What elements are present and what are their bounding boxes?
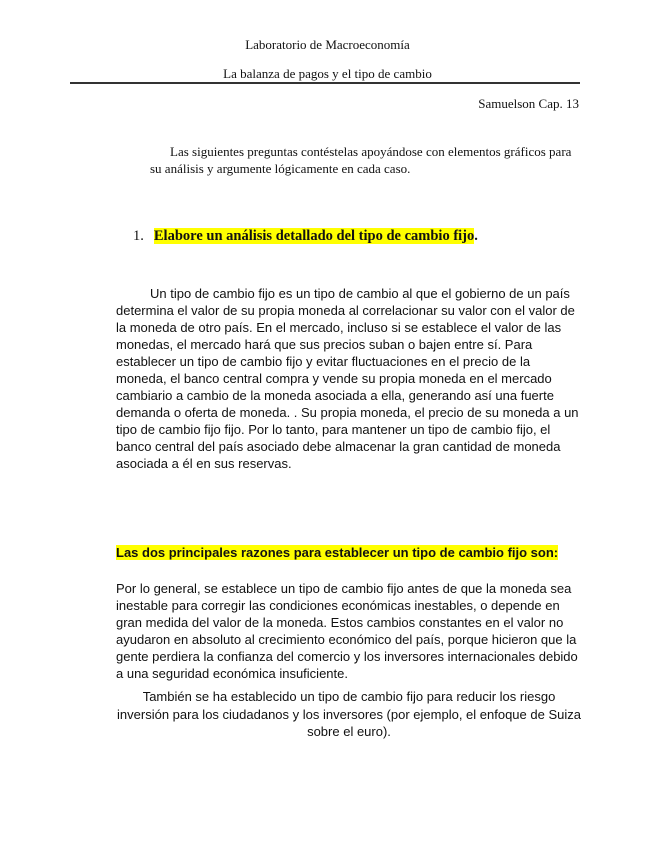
answer-paragraph: Un tipo de cambio fijo es un tipo de cambio al que el gobierno de un país determina el valor de su propia moneda al correlacionar su valor con el valor de la moneda de otro país. En el mercado, incluso si se establece el valor de las monedas, el mercado hará que sus precios suban o bajen entre sí. Para establecer un tipo de cambio fijo y evitar fluctuaciones en el precio de la moneda, el banco central compra y vende su propia moneda en el mercado cambiario a cambio de la moneda asociada a ella, generando así una fuerte demanda o oferta de moneda. . Su propia moneda, el precio de su moneda a un tipo de cambio fijo fijo. Por lo tanto, para mantener un tipo de cambio fijo, el banco central del país asociado debe almacenar la gran cantidad de moneda asociada a él en sus reservas. (116, 286, 579, 471)
question-text: Elabore un análisis detallado del tipo de cambio fijo (153, 228, 475, 244)
question-number: 1. (133, 228, 144, 244)
reasons-heading (116, 545, 558, 560)
header-divider (70, 82, 580, 84)
reasons-heading-text: Las dos principales razones para establecer un tipo de cambio fijo son: (116, 545, 559, 560)
chapter-reference: Samuelson Cap. 13 (478, 96, 579, 111)
document-topic: La balanza de pagos y el tipo de cambio (223, 66, 432, 81)
question-suffix: . (474, 228, 478, 244)
instructions-paragraph: Las siguientes preguntas contéstelas apoyándose con elementos gráficos para su análisis y argumente lógicamente en cada caso. (150, 144, 572, 176)
reason-paragraph-2: También se ha establecido un tipo de cambio fijo para reducir los riesgo inversión para los ciudadanos y los inversores (por ejemplo, el enfoque de Suiza sobre el euro). (117, 689, 581, 739)
reason-paragraph-1: Por lo general, se establece un tipo de cambio fijo antes de que la moneda sea inestable para corregir las condiciones económicas inestables, o depende en gran medida del valor de la moneda. Estos cambios constantes en el valor no ayudaron en absoluto al crecimiento económico del país, porque hicieron que la gente perdiera la confianza del comercio y los inversores internacionales debido a una seguridad económica insuficiente. (116, 581, 578, 681)
course-title: Laboratorio de Macroeconomía (245, 37, 410, 52)
question-1 (133, 228, 478, 245)
